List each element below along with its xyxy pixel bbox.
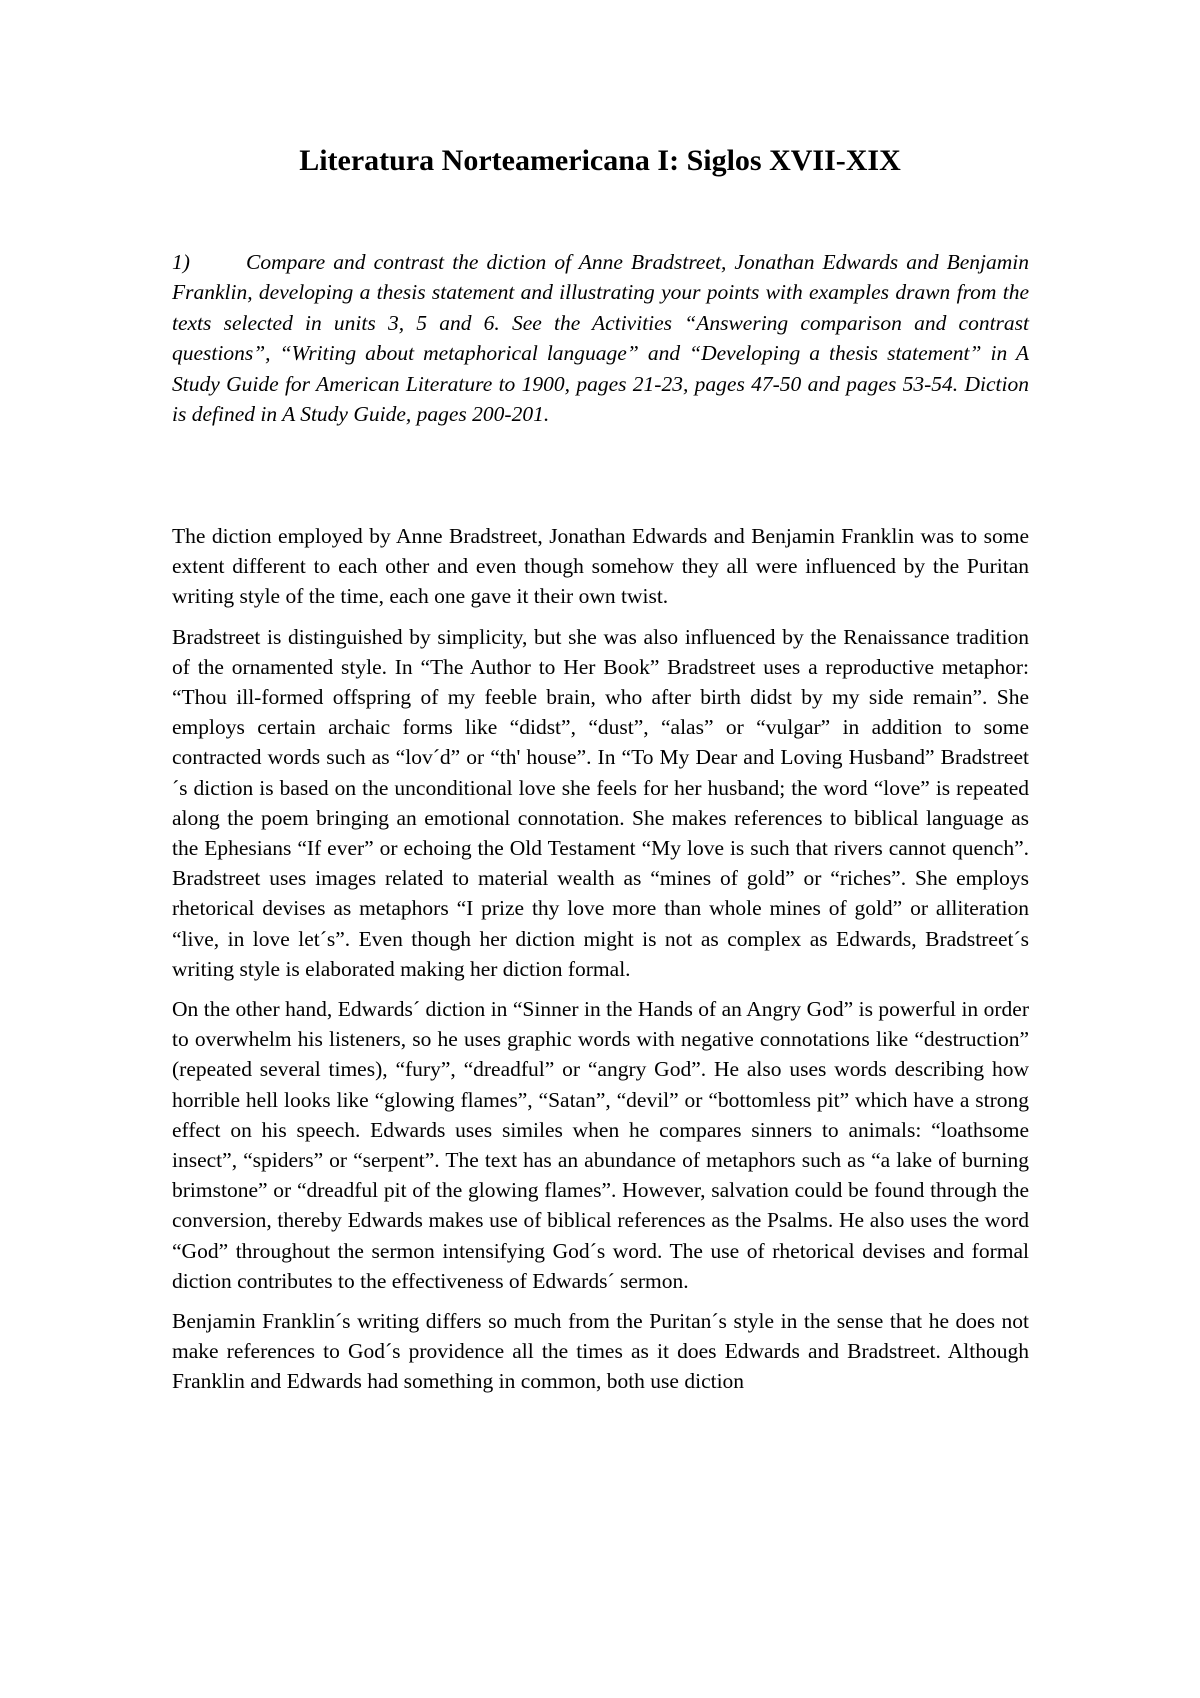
- essay-paragraph: On the other hand, Edwards´ diction in “Sinner in the Hands of an Angry God” is powerful in order to overwhelm his listeners, so he uses graphic words with negative connotations like “destruction” (repeated several times), “fury”, “dreadful” or “angry God”. He also uses words describing how horrible hell looks like “glowing flames”, “Satan”, “devil” or “bottomless pit” which have a strong effect on his speech. Edwards uses similes when he compares sinners to animals: “loathsome insect”, “spiders” or “serpent”. The text has an abundance of metaphors such as “a lake of burning brimstone” or “dreadful pit of the glowing flames”. However, salvation could be found through the conversion, thereby Edwards makes use of biblical references as the Psalms. He also uses the word “God” throughout the sermon intensifying God´s word. The use of rhetorical devises and formal diction contributes to the effectiveness of Edwards´ sermon.: [172, 997, 1029, 1293]
- essay-body: [172, 521, 1029, 1407]
- question-number: 1): [172, 250, 190, 274]
- document-title: Literatura Norteamericana I: Siglos XVII-XIX: [299, 144, 901, 177]
- question-text: Compare and contrast the diction of Anne Bradstreet, Jonathan Edwards and Benjamin Franklin, developing a thesis statement and illustrating your points with examples drawn from the texts selected in units 3, 5 and 6. See the Activities “Answering comparison and contrast questions”, “Writing about metaphorical language” and “Developing a thesis statement” in A Study Guide for American Literature to 1900, pages 21-23, pages 47-50 and pages 53-54. Diction is defined in A Study Guide, pages 200-201.: [172, 250, 1029, 427]
- question-prompt: [172, 247, 1029, 429]
- essay-paragraph: Bradstreet is distinguished by simplicity, but she was also influenced by the Renaissance tradition of the ornamented style. In “The Author to Her Book” Bradstreet uses a reproductive metaphor: “Thou ill-formed offspring of my feeble brain, who after birth didst by my side remain”. She employs certain archaic forms like “didst”, “dust”, “alas” or “vulgar” in addition to some contracted words such as “lov´d” or “th' house”. In “To My Dear and Loving Husband” Bradstreet´s diction is based on the unconditional love she feels for her husband; the word “love” is repeated along the poem bringing an emotional connotation. She makes references to biblical language as the Ephesians “If ever” or echoing the Old Testament “My love is such that rivers cannot quench”. Bradstreet uses images related to material wealth as “mines of gold” or “riches”. She employs rhetorical devises as metaphors “I prize thy love more than whole mines of gold” or alliteration “live, in love let´s”. Even though her diction might is not as complex as Edwards, Bradstreet´s writing style is elaborated making her diction formal.: [172, 624, 1029, 981]
- essay-paragraph: The diction employed by Anne Bradstreet, Jonathan Edwards and Benjamin Franklin was to some extent different to each other and even though somehow they all were influenced by the Puritan writing style of the time, each one gave it their own twist.: [172, 524, 1029, 609]
- essay-paragraph: Benjamin Franklin´s writing differs so much from the Puritan´s style in the sense that he does not make references to God´s providence all the times as it does Edwards and Bradstreet. Although Franklin and Edwards had something in common, both use diction: [172, 1309, 1029, 1394]
